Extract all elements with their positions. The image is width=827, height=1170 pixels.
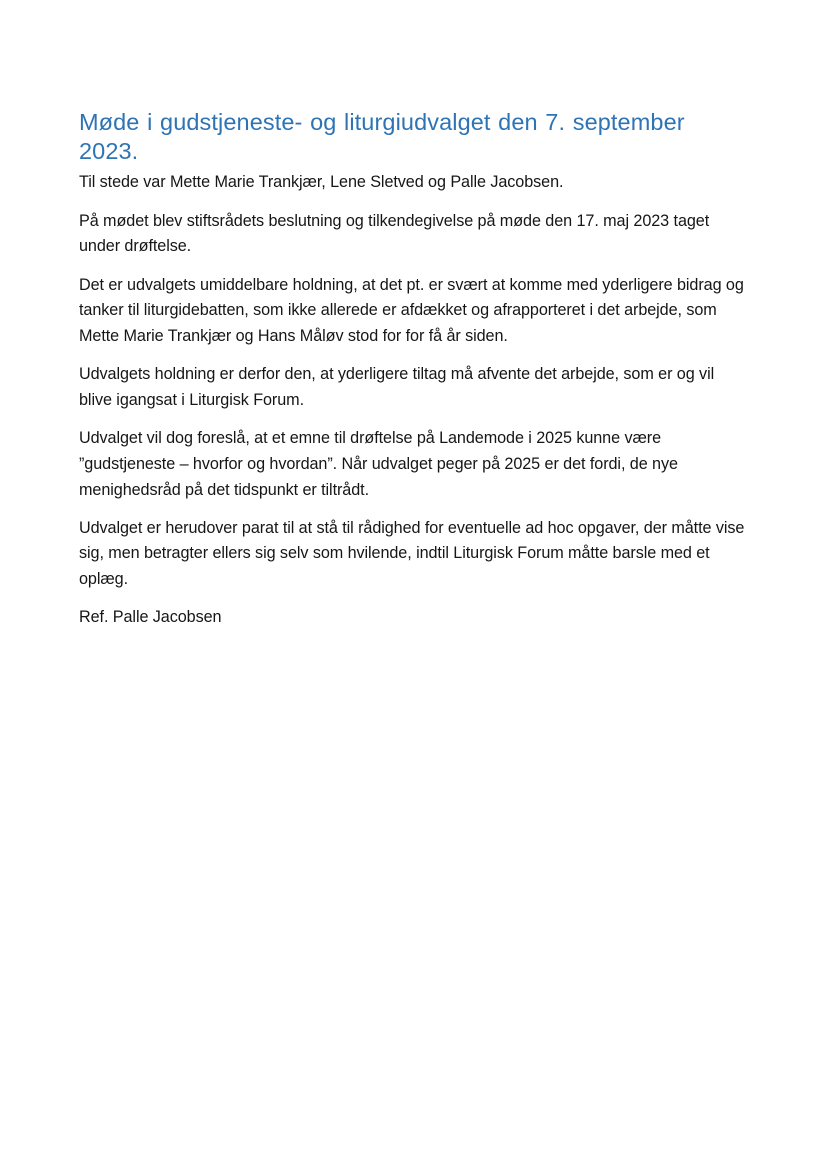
page-title: Møde i gudstjeneste- og liturgiudvalget den 7. september 2023. [79, 109, 685, 164]
paragraph-signature: Ref. Palle Jacobsen [79, 608, 222, 627]
paragraph-await-work: Udvalgets holdning er derfor den, at yderligere tiltag må afvente det arbejde, som er og vil blive igangsat i Liturgisk Forum. [79, 365, 715, 409]
paragraph-meeting-decision: På mødet blev stiftsrådets beslutning og tilkendegivelse på møde den 17. maj 2023 taget under drøftelse. [79, 211, 710, 256]
paragraph-availability: Udvalget er herudover parat til at stå til rådighed for eventuelle ad hoc opgaver, der måtte vise sig, men betragter ellers sig selv som hvilende, indtil Liturgisk Forum måtte barsle med et oplæg. [79, 518, 745, 589]
paragraph-committee-position: Det er udvalgets umiddelbare holdning, at det pt. er svært at komme med yderligere bidrag og tanker til liturgidebatten, som ikke allerede er afdækket og afrapporteret i det arbejde, som Mette Marie Trankjær og Hans Måløv stod for for få år siden. [79, 275, 744, 346]
paragraph-proposal-landemode: Udvalget vil dog foreslå, at et emne til drøftelse på Landemode i 2025 kunne være ”gudstjeneste – hvorfor og hvordan”. Når udvalget peger på 2025 er det fordi, de nye menighedsråd på det tidspunkt er tiltrådt. [79, 429, 678, 499]
document-body [79, 108, 749, 631]
paragraph-attendees: Til stede var Mette Marie Trankjær, Lene Sletved og Palle Jacobsen. [79, 173, 564, 191]
